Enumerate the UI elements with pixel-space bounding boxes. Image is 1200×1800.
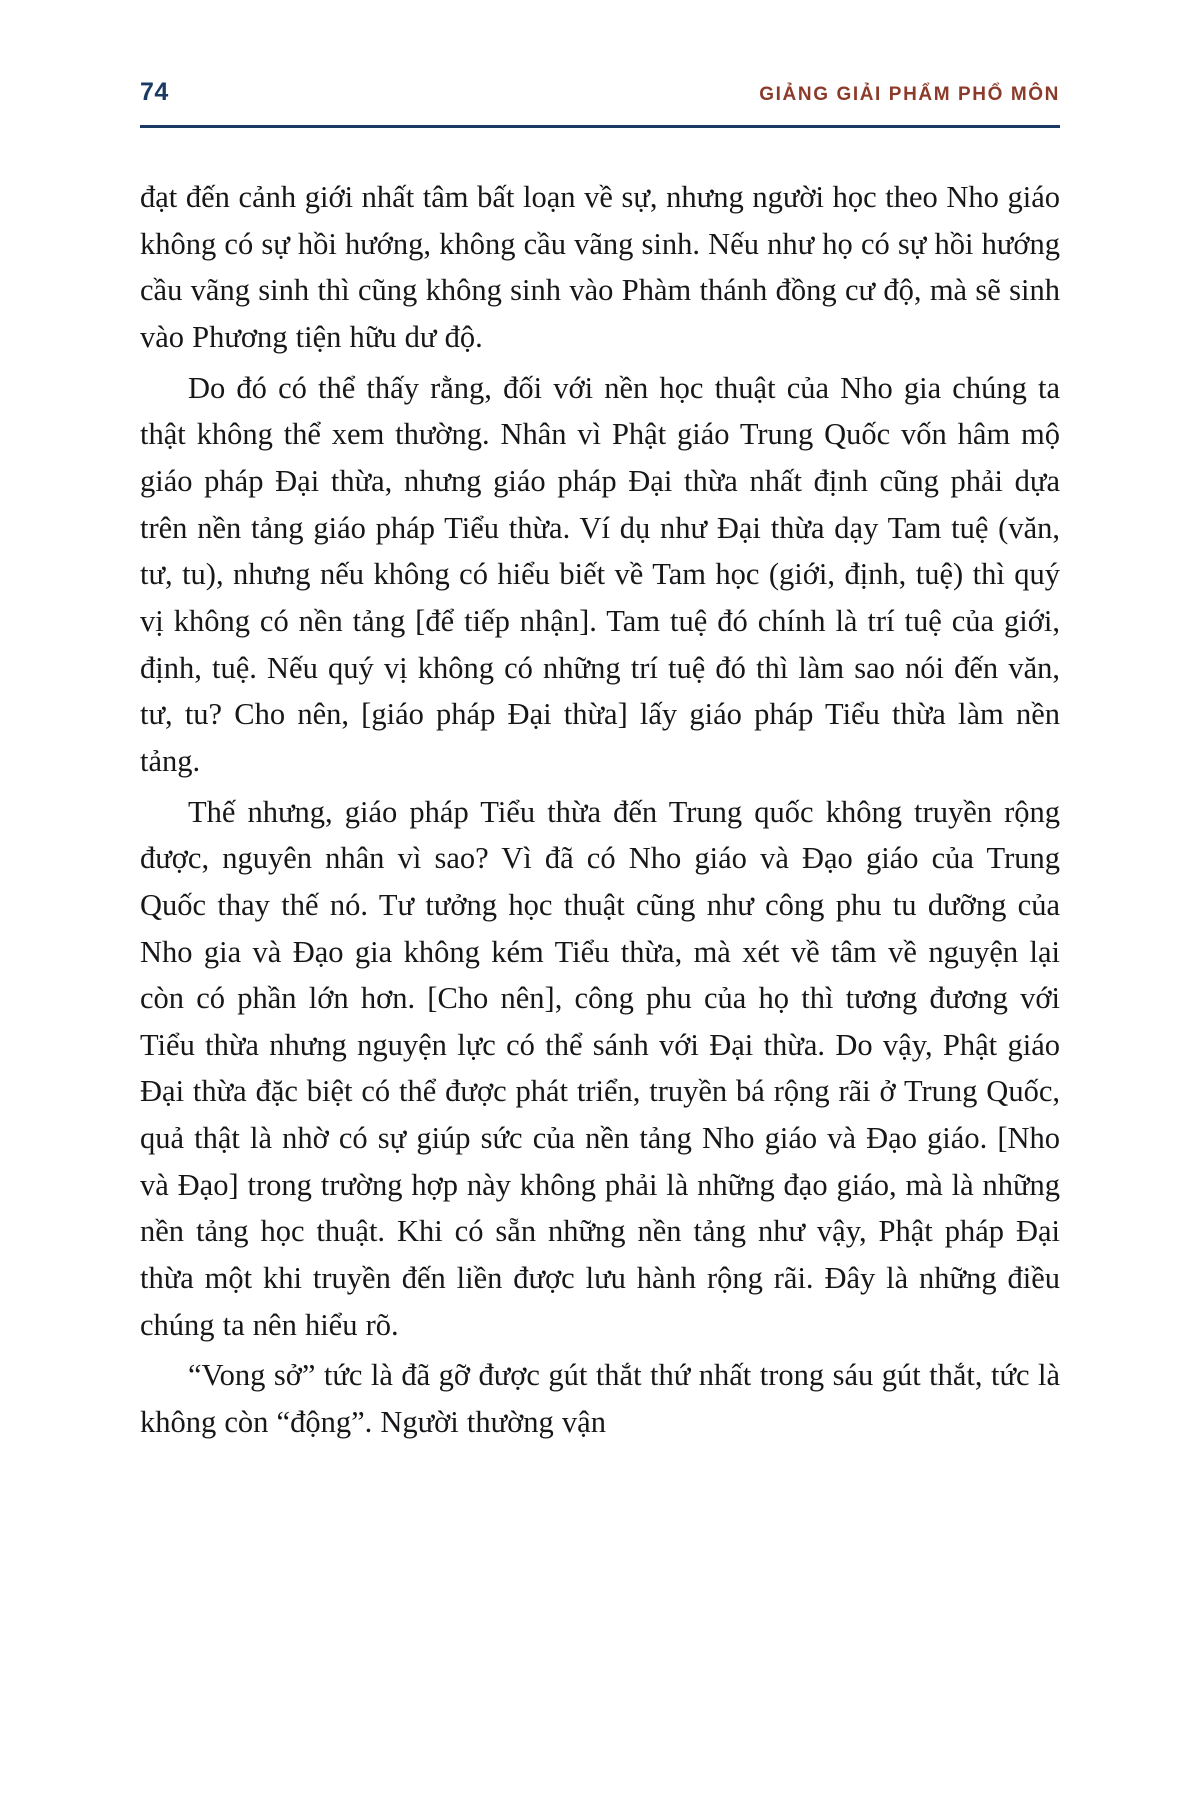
paragraph: Thế nhưng, giáo pháp Tiểu thừa đến Trung quốc không truyền rộng được, nguyên nhân vì sao? Vì đã có Nho giáo và Đạo giáo của Trung Quốc thay thế nó. Tư tưởng học thuật cũng như công phu tu dưỡng của Nho gia và Đạo gia không kém Tiểu thừa, mà xét về tâm về nguyện lại còn có phần lớn hơn. [Cho nên], công phu của họ thì tương đương với Tiểu thừa nhưng nguyện lực có thể sánh với Đại thừa. Do vậy, Phật giáo Đại thừa đặc biệt có thể được phát triển, truyền bá rộng rãi ở Trung Quốc, quả thật là nhờ có sự giúp sức của nền tảng Nho giáo và Đạo giáo. [Nho và Đạo] trong trường hợp này không phải là những đạo giáo, mà là những nền tảng học thuật. Khi có sẵn những nền tảng như vậy, Phật pháp Đại thừa một khi truyền đến liền được lưu hành rộng rãi. Đây là những điều chúng ta nên hiểu rõ. — [140, 794, 1060, 1342]
header-divider — [140, 125, 1060, 128]
body-text — [140, 174, 1060, 1446]
page-number: 74 — [140, 78, 169, 106]
paragraph: Do đó có thể thấy rằng, đối với nền học thuật của Nho gia chúng ta thật không thể xem thường. Nhân vì Phật giáo Trung Quốc vốn hâm mộ giáo pháp Đại thừa, nhưng giáo pháp Đại thừa nhất định cũng phải dựa trên nền tảng giáo pháp Tiểu thừa. Ví dụ như Đại thừa dạy Tam tuệ (văn, tư, tu), nhưng nếu không có hiểu biết về Tam học (giới, định, tuệ) thì quý vị không có nền tảng [để tiếp nhận]. Tam tuệ đó chính là trí tuệ của giới, định, tuệ. Nếu quý vị không có những trí tuệ đó thì làm sao nói đến văn, tư, tu? Cho nên, [giáo pháp Đại thừa] lấy giáo pháp Tiểu thừa làm nền tảng. — [140, 370, 1060, 778]
paragraph: “Vong sở” tức là đã gỡ được gút thắt thứ nhất trong sáu gút thắt, tức là không còn “động”. Người thường vận — [140, 1358, 1060, 1440]
paragraph: đạt đến cảnh giới nhất tâm bất loạn về sự, nhưng người học theo Nho giáo không có sự hồi hướng, không cầu vãng sinh. Nếu như họ có sự hồi hướng cầu vãng sinh thì cũng không sinh vào Phàm thánh đồng cư độ, mà sẽ sinh vào Phương tiện hữu dư độ. — [140, 180, 1060, 354]
page-header — [140, 78, 1060, 123]
running-head-title: GIẢNG GIẢI PHẨM PHỔ MÔN — [759, 84, 1060, 105]
